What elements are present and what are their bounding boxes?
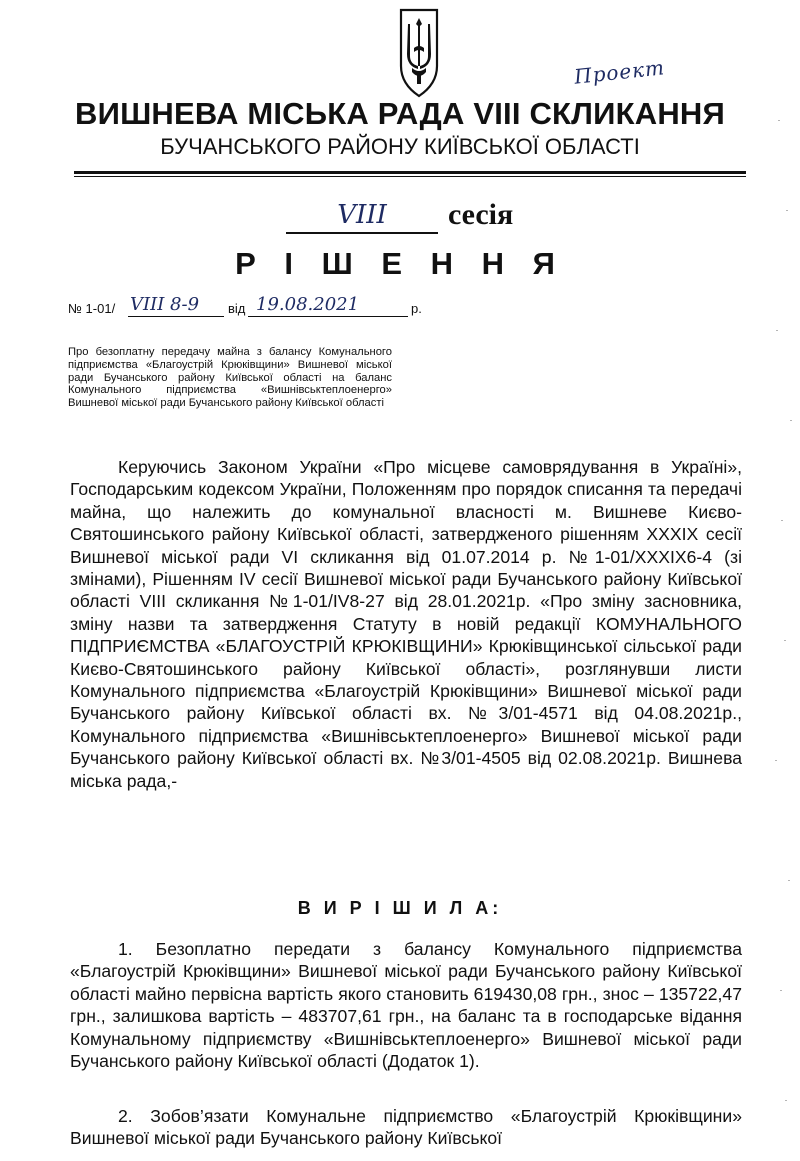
decision-date-value: 19.08.2021 (256, 294, 360, 315)
session-label: сесія (448, 198, 514, 231)
resolved-heading: В И Р І Ш И Л А: (297, 898, 503, 918)
decision-date-prefix: від (228, 301, 246, 316)
decision-number-underline (128, 316, 224, 317)
session-row (0, 198, 800, 240)
resolution-item-2: 2. Зобов’язати Комунальне підприємство «Благоустрій Крюківщини» Вишневої міської ради Бучанського району Київської (70, 1106, 742, 1149)
session-number-underline (286, 232, 438, 234)
preamble-paragraph: Керуючись Законом України «Про місцеве самоврядування в Україні», Господарським кодексом України, Положенням про порядок списання та передачі майна, що належить до комунальної власності м. Вишневе Києво-Святошинського району Київської області, затвердженого рішенням XXXIX сесії Вишневої міської ради VI скликання від 01.07.2014 р. №1-01/XXXIX6-4 (зі змінами), Рішенням IV сесії Вишневої міської ради Бучанського району Київської області VIII скликання №1-01/IV8-27 від 28.01.2021р. «Про зміну засновника, зміну назви та затвердження Статуту в новій редакції КОМУНАЛЬНОГО ПІДПРИЄМСТВА «БЛАГОУСТРІЙ КРЮКІВЩИНИ» Крюківщинської сільської ради Києво-Святошинського району Київської області», розглянувши листи Комунального підприємства «Благоустрій Крюківщини» Вишневої міської ради Бучанського району Київської області вх. №3/01-4571 від 04.08.2021р., Комунального підприємства «Вишнівськтеплоенерго» Вишневої міської ради Бучанського району Київської області вх. №3/01-4505 від 02.08.2021р. Вишнева міська рада,- (70, 457, 742, 791)
header-divider-thin (74, 176, 746, 177)
decision-number-value: VIII 8-9 (130, 294, 200, 315)
council-subtitle: БУЧАНСЬКОГО РАЙОНУ КИЇВСЬКОЇ ОБЛАСТІ (160, 134, 640, 159)
scan-edge-speckle (772, 0, 800, 1161)
decision-date-underline (248, 316, 408, 317)
council-title: ВИШНЕВА МІСЬКА РАДА VIII СКЛИКАННЯ (75, 96, 725, 131)
decision-number-prefix: № 1-01/ (68, 301, 116, 316)
coat-of-arms-emblem (398, 8, 440, 98)
header-divider-thick (74, 171, 746, 174)
decision-subject: Про безоплатну передачу майна з балансу Комунального підприємства «Благоустрій Крюківщини» Вишневої міської ради Бучанського району Київської області на баланс Комунального підприємства «Вишнівськтеплоенерго» Вишневої міської ради Бучанського району Київської області (68, 346, 392, 410)
handwritten-draft-mark: Проект (572, 55, 667, 89)
session-number: VIII (337, 200, 387, 230)
decision-number-line (68, 294, 468, 320)
resolution-item-1: 1. Безоплатно передати з балансу Комунального підприємства «Благоустрій Крюківщини» Вишневої міської ради Бучанського району Київської області майно первісна вартість якого становить 619430,08 грн., знос – 135722,47 грн., залишкова вартість – 483707,61 грн., на баланс та в господарське відання Комунальному підприємству «Вишнівськтеплоенерго» Вишневої міської ради Бучанського району Київської області (Додаток 1). (70, 939, 742, 1072)
decision-heading: Р І Ш Е Н Н Я (235, 246, 565, 281)
decision-date-suffix: р. (411, 301, 422, 316)
